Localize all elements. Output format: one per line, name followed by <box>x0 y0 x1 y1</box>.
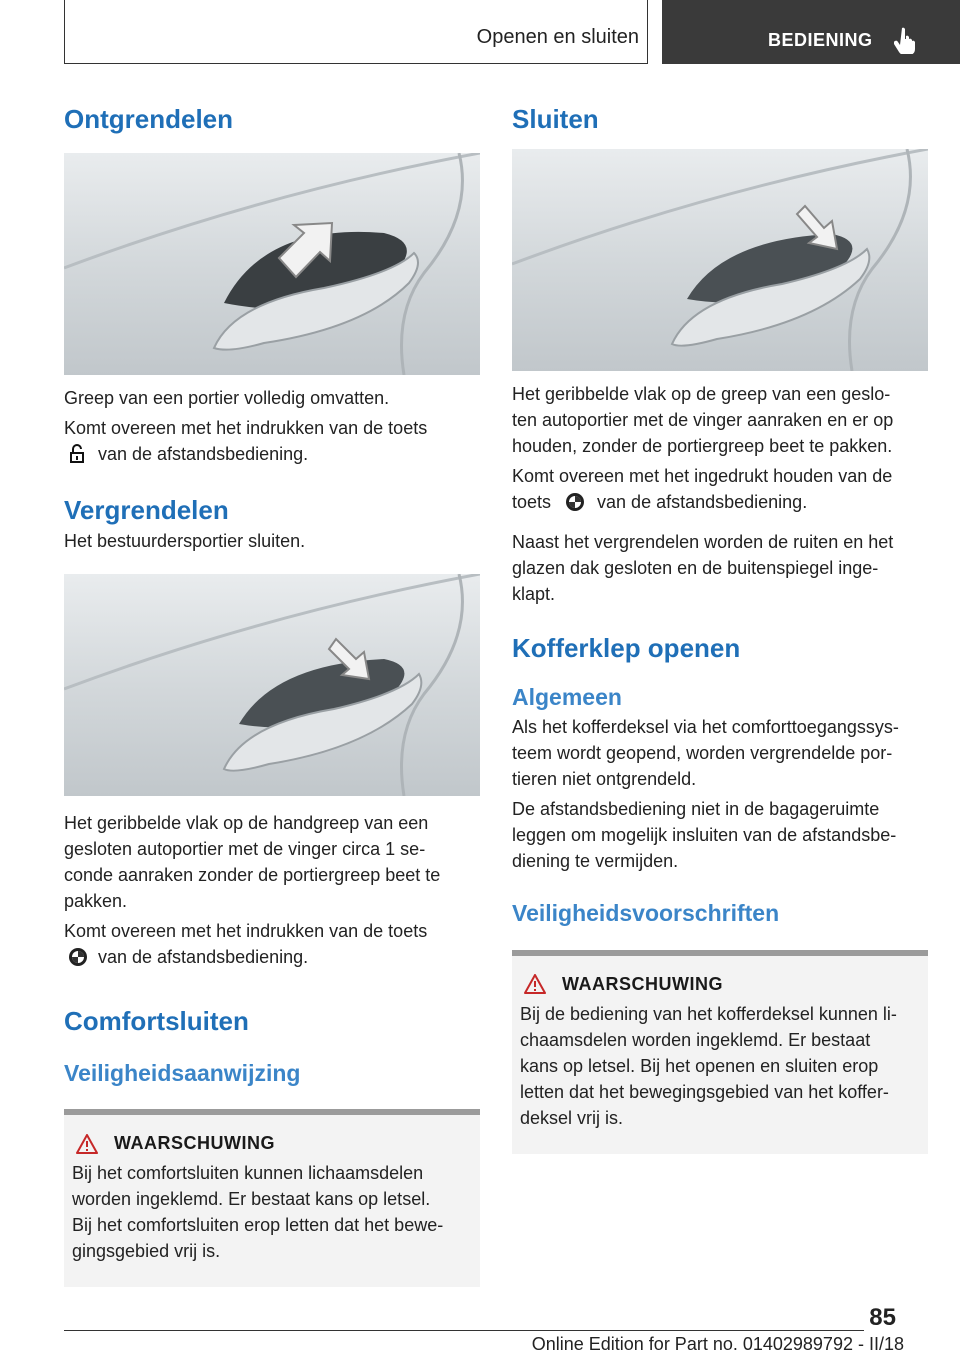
close-text-3-line: Naast het vergrendelen worden de ruiten en het <box>512 532 894 553</box>
unlock-text-2 <box>64 415 480 467</box>
trunk-text-1 <box>512 714 928 792</box>
trunk-heading: Kofferklep openen <box>512 633 741 664</box>
close-text-2b-post: van de afstandsbediening. <box>597 492 808 513</box>
lock-text-2-line: gesloten autoportier met de vinger circa 1 se- <box>64 839 426 860</box>
warning-line: Bij het comfortsluiten erop letten dat het bewe- <box>72 1215 444 1236</box>
lock-heading: Vergrendelen <box>64 495 229 526</box>
lock-text-3a: Komt overeen met het indrukken van de toets <box>64 921 428 942</box>
unlock-text-2b: van de afstandsbediening. <box>98 444 309 465</box>
warning-triangle-icon <box>524 974 546 994</box>
bmw-logo-key-icon <box>565 492 585 512</box>
close-text-2b-pre: toets <box>512 492 552 513</box>
warning-title: WAARSCHUWING <box>562 973 723 994</box>
pointing-hand-icon <box>894 26 920 54</box>
comfort-warning-box <box>64 1109 480 1287</box>
footer-divider <box>64 1330 864 1331</box>
trunk-safety-heading: Veiligheidsvoorschriften <box>512 899 780 926</box>
unlock-key-icon <box>68 444 88 464</box>
warning-title-row <box>72 1133 472 1154</box>
warning-triangle-icon <box>76 1134 98 1154</box>
warning-title: WAARSCHUWING <box>114 1133 275 1154</box>
trunk-text-2-line: diening te vermijden. <box>512 850 679 871</box>
footer-edition: Online Edition for Part no. 01402989792 - II/18 <box>531 1334 904 1354</box>
bmw-logo-key-icon <box>68 947 88 967</box>
comfort-heading: Comfortsluiten <box>64 1006 249 1037</box>
door-handle-grip-illustration <box>64 153 480 375</box>
unlock-heading: Ontgrendelen <box>64 104 234 134</box>
warning-line: deksel vrij is. <box>520 1107 624 1128</box>
lock-text-3 <box>64 918 480 970</box>
close-text-2a: Komt overeen met het ingedrukt houden van de <box>512 466 893 487</box>
trunk-subheading: Algemeen <box>512 684 622 711</box>
close-heading: Sluiten <box>512 104 599 134</box>
trunk-warning-text <box>520 1001 920 1131</box>
right-column <box>512 100 928 1154</box>
close-text-3-line: klapt. <box>512 584 556 605</box>
comfort-subheading: Veiligheidsaanwijzing <box>64 1059 301 1086</box>
header-section-box <box>64 0 648 64</box>
unlock-text-2a: Komt overeen met het indrukken van de toets <box>64 418 428 439</box>
close-text-1 <box>512 381 928 459</box>
trunk-text-1-line: teem wordt geopend, worden vergrendelde por- <box>512 742 893 763</box>
lock-text-2-line: conde aanraken zonder de portiergreep beet te <box>64 865 441 886</box>
lock-text-2-line: Het geribbelde vlak op de handgreep van een <box>64 813 429 834</box>
warning-title-row <box>520 974 920 995</box>
page-number: 85 <box>869 1304 896 1331</box>
close-text-3 <box>512 529 928 607</box>
trunk-warning-box <box>512 950 928 1154</box>
lock-text-3b: van de afstandsbediening. <box>98 947 309 968</box>
lock-text-2-line: pakken. <box>64 891 128 912</box>
close-text-1-line: houden, zonder de portiergreep beet te pakken. <box>512 436 893 457</box>
close-text-1-line: ten autoportier met de vinger aanraken en er op <box>512 410 894 431</box>
unlock-text-1: Greep van een portier volledig omvatten. <box>64 388 390 409</box>
door-handle-hold-illustration <box>512 149 928 371</box>
trunk-text-2-line: De afstandsbediening niet in de bagageruimte <box>512 798 880 819</box>
trunk-text-1-line: tieren niet ontgrendeld. <box>512 768 697 789</box>
warning-line: Bij de bediening van het kofferdeksel kunnen li- <box>520 1003 897 1024</box>
warning-line: chaamsdelen worden ingeklemd. Er bestaat <box>520 1029 871 1050</box>
warning-line: gingsgebied vrij is. <box>72 1241 221 1262</box>
lock-text-2 <box>64 810 480 914</box>
left-column <box>64 100 480 1287</box>
warning-line: kans op letsel. Bij het openen en sluiten erop <box>520 1055 879 1076</box>
trunk-text-1-line: Als het kofferdeksel via het comforttoegangssys- <box>512 716 899 737</box>
header-chapter-title: BEDIENING <box>768 30 873 50</box>
close-text-3-line: glazen dak gesloten en de buitenspiegel inge- <box>512 558 879 579</box>
close-text-1-line: Het geribbelde vlak op de greep van een geslo- <box>512 384 891 405</box>
trunk-text-2-line: leggen om mogelijk insluiten van de afstandsbe- <box>512 824 897 845</box>
trunk-text-2 <box>512 796 928 874</box>
warning-line: letten dat het bewegingsgebied van het koffer- <box>520 1081 889 1102</box>
warning-line: worden ingeklemd. Er bestaat kans op letsel. <box>72 1189 431 1210</box>
door-handle-touch-illustration <box>64 574 480 796</box>
warning-line: Bij het comfortsluiten kunnen lichaamsdelen <box>72 1163 424 1184</box>
comfort-warning-text <box>72 1160 472 1264</box>
close-text-2 <box>512 463 928 515</box>
lock-text-1: Het bestuurdersportier sluiten. <box>64 531 306 552</box>
header-section-title: Openen en sluiten <box>476 26 639 48</box>
header-chapter-box <box>662 0 960 64</box>
